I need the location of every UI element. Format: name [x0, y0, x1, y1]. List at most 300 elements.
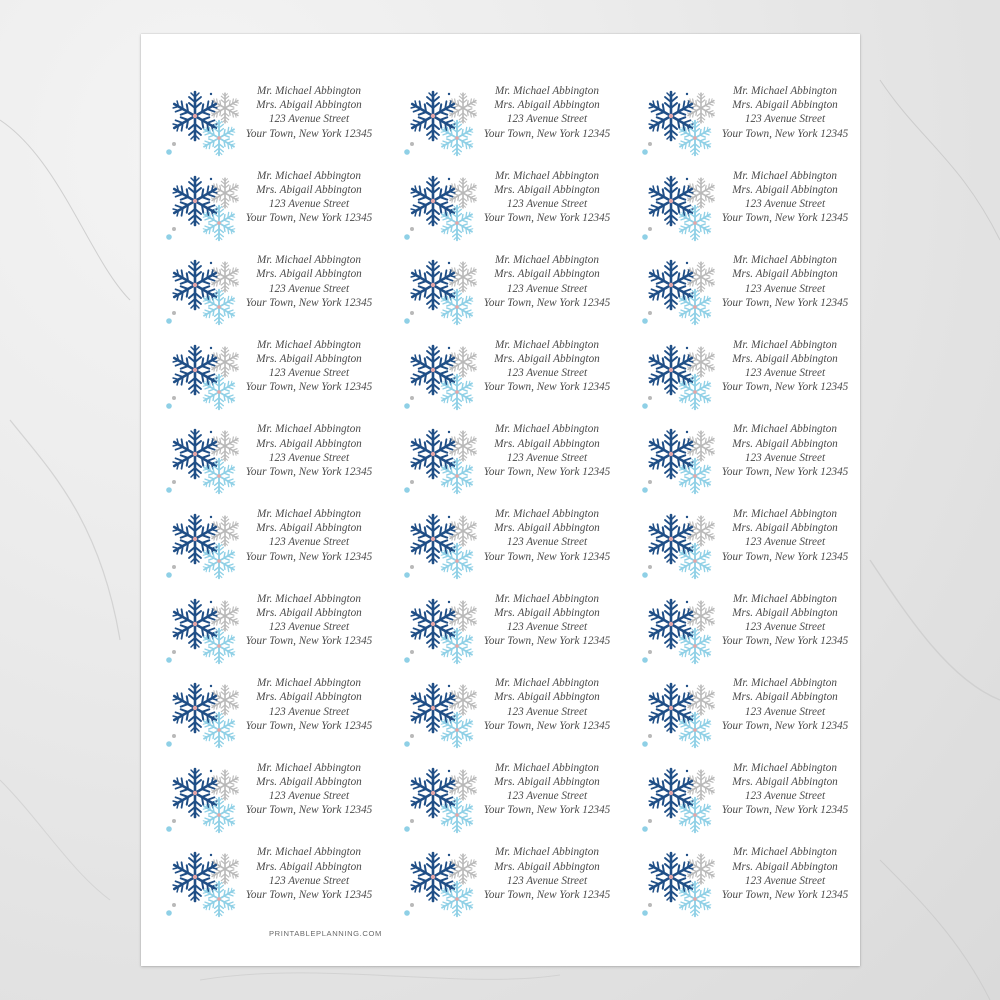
address-line-3: 123 Avenue Street: [506, 536, 588, 549]
address-line-1: Mr. Michael Abbington: [257, 169, 361, 182]
navy-dot: [686, 431, 688, 433]
address-label: [627, 588, 847, 662]
navy-center-dot: [193, 537, 197, 541]
light-blue-center-dot: [217, 898, 221, 902]
address-line-1: Mr. Michael Abbington: [495, 508, 599, 520]
address-text: [715, 507, 855, 564]
navy-center-dot: [669, 791, 673, 795]
light-blue-center-dot: [455, 728, 459, 732]
address-text: [477, 676, 617, 733]
address-label: [389, 503, 609, 577]
address-text: [239, 761, 379, 818]
address-text: [715, 422, 855, 479]
light-blue-dot: [642, 149, 648, 155]
address-line-2: Mrs. Abigail Abbington: [256, 860, 362, 873]
snowflake-cluster-icon: [163, 596, 249, 668]
snowflake-cluster-icon: [639, 596, 725, 668]
navy-dot: [448, 770, 450, 772]
light-blue-center-dot: [455, 221, 459, 225]
light-blue-dot: [404, 318, 410, 324]
light-blue-dot: [404, 149, 410, 155]
address-line-2: Mrs. Abigail Abbington: [732, 99, 838, 112]
address-text: [239, 422, 379, 479]
address-line-3: 123 Avenue Street: [268, 367, 350, 380]
address-text: [715, 761, 855, 818]
address-line-1: Mr. Michael Abbington: [257, 677, 361, 690]
address-line-2: Mrs. Abigail Abbington: [256, 268, 362, 281]
address-line-1: Mr. Michael Abbington: [733, 846, 837, 859]
navy-dot: [210, 854, 212, 856]
snowflake-cluster-icon: [639, 849, 725, 921]
address-line-3: 123 Avenue Street: [268, 198, 350, 210]
address-text: [715, 253, 855, 310]
address-line-4: Your Town, New York 12345: [721, 719, 849, 732]
snowflake-cluster-icon: [401, 596, 487, 668]
light-blue-center-dot: [693, 644, 697, 648]
navy-dot: [210, 93, 212, 95]
address-line-3: 123 Avenue Street: [506, 621, 588, 633]
silver-dot: [648, 650, 652, 654]
silver-dot: [648, 819, 652, 823]
address-line-1: Mr. Michael Abbington: [733, 423, 837, 436]
light-blue-dot: [642, 657, 648, 663]
address-line-4: Your Town, New York 12345: [721, 550, 849, 563]
address-line-3: 123 Avenue Street: [744, 198, 826, 210]
light-blue-center-dot: [693, 305, 697, 309]
address-line-3: 123 Avenue Street: [744, 282, 826, 295]
address-line-2: Mrs. Abigail Abbington: [732, 183, 838, 196]
navy-dot: [686, 770, 688, 772]
address-line-2: Mrs. Abigail Abbington: [256, 353, 362, 365]
navy-dot: [448, 262, 450, 264]
address-line-3: 123 Avenue Street: [744, 621, 826, 633]
silver-dot: [410, 903, 414, 907]
address-line-1: Mr. Michael Abbington: [733, 169, 837, 182]
address-line-1: Mr. Michael Abbington: [733, 254, 837, 267]
address-label: [627, 418, 847, 492]
snowflake-cluster-icon: [163, 680, 249, 752]
snowflake-cluster-icon: [401, 765, 487, 837]
address-label: [389, 841, 609, 915]
address-line-1: Mr. Michael Abbington: [257, 761, 361, 774]
address-line-2: Mrs. Abigail Abbington: [732, 860, 838, 873]
address-text: [477, 169, 617, 226]
silver-dot: [172, 565, 176, 569]
light-blue-dot: [404, 488, 410, 494]
light-blue-dot: [642, 318, 648, 324]
silver-dot: [410, 142, 414, 146]
silver-dot: [172, 227, 176, 231]
address-line-1: Mr. Michael Abbington: [257, 85, 361, 97]
address-line-4: Your Town, New York 12345: [245, 296, 373, 309]
navy-center-dot: [669, 452, 673, 456]
silver-dot: [648, 565, 652, 569]
address-label: [627, 672, 847, 746]
navy-dot: [448, 347, 450, 349]
address-line-4: Your Town, New York 12345: [245, 719, 373, 732]
address-line-1: Mr. Michael Abbington: [733, 508, 837, 520]
silver-dot: [648, 396, 652, 400]
snowflake-cluster-icon: [639, 342, 725, 414]
silver-dot: [172, 142, 176, 146]
address-line-3: 123 Avenue Street: [268, 282, 350, 295]
navy-center-dot: [669, 875, 673, 879]
navy-center-dot: [669, 198, 673, 202]
snowflake-cluster-icon: [639, 511, 725, 583]
address-line-1: Mr. Michael Abbington: [733, 592, 837, 605]
light-blue-center-dot: [217, 475, 221, 479]
address-text: [477, 84, 617, 141]
light-blue-center-dot: [693, 728, 697, 732]
navy-dot: [210, 262, 212, 264]
light-blue-center-dot: [217, 813, 221, 817]
address-line-4: Your Town, New York 12345: [721, 635, 849, 648]
address-line-4: Your Town, New York 12345: [245, 127, 373, 140]
address-line-3: 123 Avenue Street: [744, 451, 826, 464]
navy-dot: [210, 431, 212, 433]
address-label: [627, 841, 847, 915]
address-label: [389, 165, 609, 239]
light-blue-center-dot: [693, 221, 697, 225]
light-blue-dot: [642, 403, 648, 409]
light-blue-center-dot: [455, 644, 459, 648]
address-text: [239, 676, 379, 733]
address-line-3: 123 Avenue Street: [268, 790, 350, 803]
address-line-4: Your Town, New York 12345: [245, 804, 373, 817]
address-line-2: Mrs. Abigail Abbington: [494, 437, 600, 450]
navy-dot: [448, 600, 450, 602]
snowflake-cluster-icon: [401, 88, 487, 160]
navy-center-dot: [193, 368, 197, 372]
address-text: [477, 592, 617, 649]
address-line-3: 123 Avenue Street: [744, 874, 826, 887]
navy-dot: [210, 177, 212, 179]
address-text: [715, 676, 855, 733]
navy-dot: [448, 516, 450, 518]
navy-center-dot: [431, 791, 435, 795]
address-text: [239, 845, 379, 902]
address-line-1: Mr. Michael Abbington: [495, 85, 599, 97]
sheet-footer: PRINTABLEPLANNING.COM: [269, 929, 382, 938]
light-blue-center-dot: [693, 559, 697, 563]
address-line-4: Your Town, New York 12345: [245, 381, 373, 394]
navy-center-dot: [431, 875, 435, 879]
light-blue-dot: [404, 911, 410, 917]
address-line-4: Your Town, New York 12345: [721, 296, 849, 309]
silver-dot: [410, 734, 414, 738]
light-blue-center-dot: [693, 898, 697, 902]
navy-center-dot: [431, 198, 435, 202]
address-line-4: Your Town, New York 12345: [483, 127, 611, 140]
address-line-1: Mr. Michael Abbington: [733, 338, 837, 351]
address-line-4: Your Town, New York 12345: [483, 212, 611, 225]
snowflake-cluster-icon: [401, 342, 487, 414]
light-blue-dot: [166, 488, 172, 494]
address-line-3: 123 Avenue Street: [506, 705, 588, 718]
navy-center-dot: [431, 114, 435, 118]
address-line-1: Mr. Michael Abbington: [257, 592, 361, 605]
address-line-3: 123 Avenue Street: [506, 451, 588, 464]
address-text: [239, 169, 379, 226]
address-line-3: 123 Avenue Street: [506, 113, 588, 126]
address-label: [151, 841, 371, 915]
navy-center-dot: [193, 452, 197, 456]
address-line-2: Mrs. Abigail Abbington: [256, 437, 362, 450]
navy-center-dot: [193, 621, 197, 625]
silver-dot: [648, 480, 652, 484]
address-line-4: Your Town, New York 12345: [721, 804, 849, 817]
navy-dot: [448, 93, 450, 95]
snowflake-cluster-icon: [639, 257, 725, 329]
address-label: [389, 249, 609, 323]
navy-center-dot: [431, 706, 435, 710]
address-text: [477, 338, 617, 395]
address-label: [151, 165, 371, 239]
address-line-4: Your Town, New York 12345: [245, 889, 373, 901]
navy-dot: [686, 516, 688, 518]
address-line-1: Mr. Michael Abbington: [495, 254, 599, 267]
address-line-3: 123 Avenue Street: [506, 874, 588, 887]
address-line-2: Mrs. Abigail Abbington: [494, 522, 600, 535]
navy-center-dot: [431, 452, 435, 456]
navy-center-dot: [193, 114, 197, 118]
address-line-4: Your Town, New York 12345: [483, 550, 611, 563]
light-blue-dot: [166, 403, 172, 409]
address-text: [477, 422, 617, 479]
light-blue-dot: [166, 826, 172, 832]
address-line-2: Mrs. Abigail Abbington: [494, 353, 600, 365]
silver-dot: [172, 650, 176, 654]
snowflake-cluster-icon: [163, 342, 249, 414]
navy-dot: [210, 685, 212, 687]
navy-dot: [210, 770, 212, 772]
silver-dot: [410, 650, 414, 654]
address-line-1: Mr. Michael Abbington: [257, 508, 361, 520]
address-label: [389, 334, 609, 408]
navy-center-dot: [431, 621, 435, 625]
address-line-1: Mr. Michael Abbington: [495, 846, 599, 859]
address-line-1: Mr. Michael Abbington: [733, 85, 837, 97]
light-blue-center-dot: [217, 221, 221, 225]
address-text: [715, 169, 855, 226]
light-blue-center-dot: [217, 305, 221, 309]
address-line-2: Mrs. Abigail Abbington: [494, 268, 600, 281]
light-blue-center-dot: [217, 728, 221, 732]
address-label: [389, 672, 609, 746]
address-line-4: Your Town, New York 12345: [245, 466, 373, 478]
navy-dot: [448, 685, 450, 687]
silver-dot: [410, 227, 414, 231]
light-blue-center-dot: [217, 559, 221, 563]
light-blue-dot: [642, 488, 648, 494]
snowflake-cluster-icon: [163, 511, 249, 583]
light-blue-dot: [166, 572, 172, 578]
snowflake-cluster-icon: [401, 426, 487, 498]
silver-dot: [648, 734, 652, 738]
address-line-2: Mrs. Abigail Abbington: [494, 860, 600, 873]
address-line-2: Mrs. Abigail Abbington: [256, 522, 362, 535]
navy-dot: [686, 93, 688, 95]
address-line-2: Mrs. Abigail Abbington: [494, 183, 600, 196]
light-blue-center-dot: [455, 559, 459, 563]
address-label: [151, 757, 371, 831]
light-blue-center-dot: [455, 898, 459, 902]
silver-dot: [172, 311, 176, 315]
snowflake-cluster-icon: [163, 426, 249, 498]
silver-dot: [172, 734, 176, 738]
navy-dot: [686, 685, 688, 687]
address-line-2: Mrs. Abigail Abbington: [256, 183, 362, 196]
navy-dot: [448, 177, 450, 179]
silver-dot: [410, 819, 414, 823]
address-text: [239, 507, 379, 564]
navy-center-dot: [193, 706, 197, 710]
address-label: [627, 165, 847, 239]
light-blue-center-dot: [455, 305, 459, 309]
address-line-3: 123 Avenue Street: [268, 621, 350, 633]
label-sheet: [141, 34, 860, 966]
address-line-1: Mr. Michael Abbington: [495, 677, 599, 690]
address-label: [389, 80, 609, 154]
address-line-3: 123 Avenue Street: [506, 282, 588, 295]
navy-center-dot: [431, 537, 435, 541]
address-line-2: Mrs. Abigail Abbington: [256, 776, 362, 788]
light-blue-dot: [404, 403, 410, 409]
address-line-2: Mrs. Abigail Abbington: [732, 353, 838, 365]
light-blue-dot: [166, 318, 172, 324]
snowflake-cluster-icon: [639, 680, 725, 752]
address-text: [477, 507, 617, 564]
address-line-1: Mr. Michael Abbington: [257, 338, 361, 351]
light-blue-center-dot: [455, 475, 459, 479]
light-blue-center-dot: [693, 136, 697, 140]
light-blue-center-dot: [455, 136, 459, 140]
navy-dot: [686, 347, 688, 349]
navy-center-dot: [669, 114, 673, 118]
snowflake-cluster-icon: [639, 173, 725, 245]
light-blue-dot: [404, 741, 410, 747]
address-line-2: Mrs. Abigail Abbington: [256, 691, 362, 704]
light-blue-center-dot: [217, 390, 221, 394]
address-line-3: 123 Avenue Street: [268, 113, 350, 126]
navy-center-dot: [193, 283, 197, 287]
address-line-1: Mr. Michael Abbington: [495, 423, 599, 436]
address-line-4: Your Town, New York 12345: [721, 212, 849, 225]
address-line-3: 123 Avenue Street: [268, 451, 350, 464]
light-blue-center-dot: [693, 813, 697, 817]
address-line-1: Mr. Michael Abbington: [733, 761, 837, 774]
address-line-2: Mrs. Abigail Abbington: [494, 606, 600, 619]
light-blue-center-dot: [455, 813, 459, 817]
navy-dot: [448, 431, 450, 433]
address-line-4: Your Town, New York 12345: [483, 466, 611, 478]
address-text: [239, 338, 379, 395]
address-line-2: Mrs. Abigail Abbington: [732, 522, 838, 535]
light-blue-dot: [404, 826, 410, 832]
light-blue-center-dot: [693, 390, 697, 394]
address-line-1: Mr. Michael Abbington: [495, 338, 599, 351]
address-line-4: Your Town, New York 12345: [245, 212, 373, 225]
address-text: [715, 845, 855, 902]
navy-dot: [210, 516, 212, 518]
address-line-3: 123 Avenue Street: [268, 536, 350, 549]
light-blue-dot: [166, 657, 172, 663]
address-label: [151, 418, 371, 492]
snowflake-cluster-icon: [401, 257, 487, 329]
address-line-1: Mr. Michael Abbington: [495, 761, 599, 774]
light-blue-center-dot: [217, 136, 221, 140]
navy-center-dot: [193, 198, 197, 202]
silver-dot: [410, 311, 414, 315]
address-line-2: Mrs. Abigail Abbington: [256, 606, 362, 619]
light-blue-dot: [642, 911, 648, 917]
silver-dot: [410, 480, 414, 484]
address-text: [715, 592, 855, 649]
silver-dot: [172, 903, 176, 907]
light-blue-dot: [166, 234, 172, 240]
address-line-4: Your Town, New York 12345: [721, 381, 849, 394]
snowflake-cluster-icon: [401, 849, 487, 921]
silver-dot: [172, 480, 176, 484]
address-line-4: Your Town, New York 12345: [483, 381, 611, 394]
address-label: [389, 588, 609, 662]
address-line-4: Your Town, New York 12345: [721, 127, 849, 140]
snowflake-cluster-icon: [639, 765, 725, 837]
address-label: [627, 334, 847, 408]
address-line-2: Mrs. Abigail Abbington: [732, 691, 838, 704]
address-label: [151, 588, 371, 662]
address-line-3: 123 Avenue Street: [506, 790, 588, 803]
address-label: [151, 249, 371, 323]
address-label: [627, 249, 847, 323]
address-line-4: Your Town, New York 12345: [483, 804, 611, 817]
snowflake-cluster-icon: [163, 849, 249, 921]
address-line-2: Mrs. Abigail Abbington: [732, 606, 838, 619]
address-label: [151, 334, 371, 408]
navy-center-dot: [193, 875, 197, 879]
address-line-2: Mrs. Abigail Abbington: [732, 437, 838, 450]
address-line-3: 123 Avenue Street: [268, 705, 350, 718]
address-line-3: 123 Avenue Street: [744, 705, 826, 718]
address-text: [715, 338, 855, 395]
address-line-3: 123 Avenue Street: [506, 367, 588, 380]
navy-dot: [686, 262, 688, 264]
navy-dot: [210, 600, 212, 602]
light-blue-center-dot: [693, 475, 697, 479]
light-blue-dot: [642, 826, 648, 832]
navy-center-dot: [669, 283, 673, 287]
navy-center-dot: [669, 368, 673, 372]
address-text: [477, 761, 617, 818]
address-line-4: Your Town, New York 12345: [483, 719, 611, 732]
light-blue-center-dot: [455, 390, 459, 394]
light-blue-dot: [404, 657, 410, 663]
address-text: [239, 253, 379, 310]
address-line-1: Mr. Michael Abbington: [257, 254, 361, 267]
silver-dot: [172, 396, 176, 400]
label-grid: [141, 34, 860, 966]
address-line-2: Mrs. Abigail Abbington: [732, 776, 838, 788]
light-blue-dot: [642, 572, 648, 578]
silver-dot: [648, 311, 652, 315]
light-blue-center-dot: [217, 644, 221, 648]
address-label: [151, 672, 371, 746]
snowflake-cluster-icon: [401, 680, 487, 752]
address-text: [477, 845, 617, 902]
navy-center-dot: [431, 368, 435, 372]
address-line-4: Your Town, New York 12345: [483, 296, 611, 309]
navy-center-dot: [431, 283, 435, 287]
